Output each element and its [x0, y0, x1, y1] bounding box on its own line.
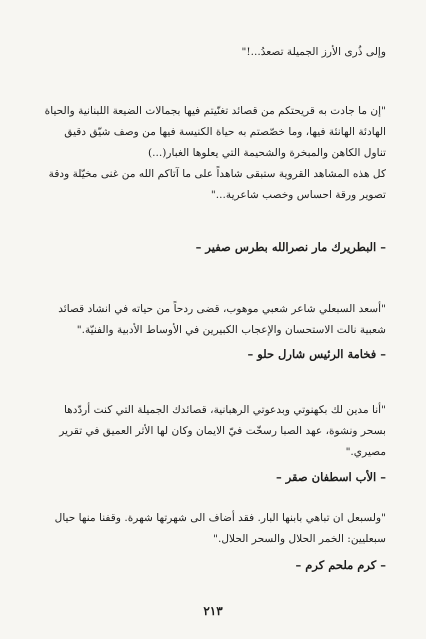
quote-line: "أسعد السبعلي شاعر شعبي موهوب، قضى ردحاً من حياته في انشاد قصائد	[58, 303, 386, 315]
quote-line: كل هذه المشاهد القروية ستبقى شاهداً على ما آتاكم الله من غنى مخيّلة ودقة	[48, 168, 386, 180]
quote-line: "أنا مدين لك بكهنوتي وبدعوتي الرهبانية، قصائدك الجميلة التي كنت أردّدها	[63, 404, 386, 416]
quote-line: شعبية نالت الاستحسان والإعجاب الكبيرين في الأوساط الأدبية والفنيّة."	[76, 324, 386, 336]
quote-signature: – فخامة الرئيس شارل حلو –	[247, 347, 386, 361]
quote-signature: – كرم ملحم كرم –	[295, 558, 386, 572]
quote-line: تناول الكاهن والمبخرة والشحيمة التي يعلوها الغبار(...)	[148, 147, 386, 159]
quote-signature: – الأب اسطفان صقر –	[275, 470, 386, 484]
quote-block	[30, 299, 386, 341]
quote-block	[30, 400, 386, 463]
quote-line: "إن ما جادت به قريحتكم من قصائد تغنّيتم فيها بجمالات الضيعة اللبنانية والحياة	[44, 105, 386, 117]
quote-line: سبعليين: الخمر الحلال والسحر الحلال."	[213, 533, 386, 545]
quote-block	[30, 508, 386, 550]
quote-line: بسحر ونشوة، عهد الصبا رسخّت فيّ الايمان وكان لها الأثر العميق في تقرير	[59, 425, 386, 437]
quote-line: مصيري."	[345, 446, 386, 458]
quote-block	[30, 101, 386, 206]
quote-signature: – البطريرك مار نصرالله بطرس صفير –	[195, 240, 386, 254]
quote-line: "ولسبعل ان تباهي بابنها البار. فقد أضاف الى شهرتها شهرة. وقفنا منها حيال	[54, 512, 386, 524]
quote-line: الهادئة الهانئة فيها، وما خصّصتم به حياة الكنيسة فيها من وصف شيّق دقيق	[64, 126, 386, 138]
page-number: ٢١٣	[203, 604, 223, 618]
opening-verse: وإلى ذُرى الأرز الجميلة تصعدُ...!"	[241, 46, 386, 58]
quote-line: تصوير ورقة احساس وخصب شاعرية..."	[210, 189, 386, 201]
